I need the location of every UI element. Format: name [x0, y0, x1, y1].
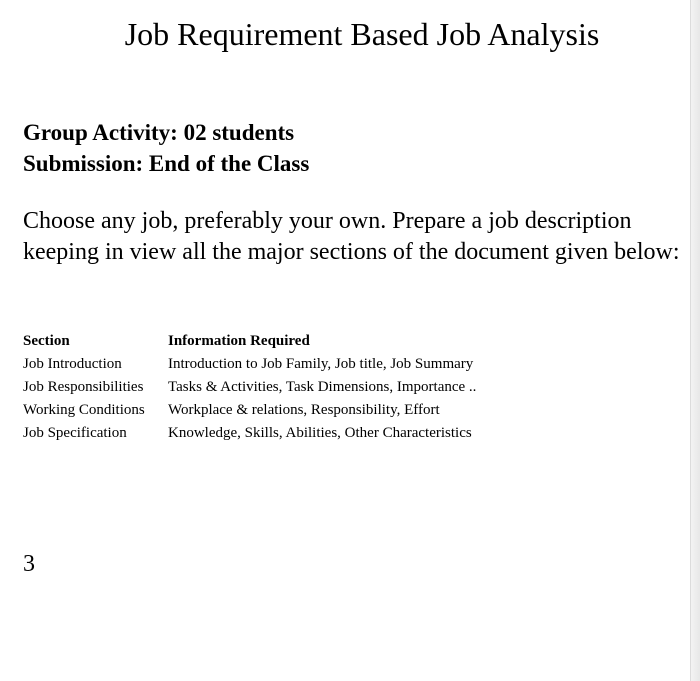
page-title: Job Requirement Based Job Analysis	[124, 16, 600, 52]
table-row	[23, 399, 476, 422]
table-header-row	[23, 330, 476, 353]
table-row	[23, 376, 476, 399]
information-cell: Knowledge, Skills, Abilities, Other Characteristics	[168, 425, 472, 441]
section-cell: Job Specification	[23, 425, 127, 441]
page-number: 3	[23, 551, 35, 577]
submission-line: Submission: End of the Class	[23, 151, 310, 176]
section-cell: Job Introduction	[23, 356, 122, 372]
requirements-table	[23, 330, 476, 445]
instructions-paragraph: Choose any job, preferably your own. Prepare a job description keeping in view all the major sections of the document given below:	[23, 208, 680, 265]
information-cell: Workplace & relations, Responsibility, Effort	[168, 402, 440, 418]
section-cell: Job Responsibilities	[23, 379, 144, 395]
information-cell: Tasks & Activities, Task Dimensions, Importance ..	[168, 379, 477, 395]
activity-info	[23, 117, 309, 179]
table-row	[23, 353, 476, 376]
information-cell: Introduction to Job Family, Job title, Job Summary	[168, 356, 474, 372]
page-edge-shadow	[690, 0, 700, 681]
section-cell: Working Conditions	[23, 402, 145, 418]
group-activity-line: Group Activity: 02 students	[23, 120, 295, 145]
table-row	[23, 422, 476, 445]
header-information-required: Information Required	[168, 333, 310, 349]
header-section: Section	[23, 333, 70, 349]
